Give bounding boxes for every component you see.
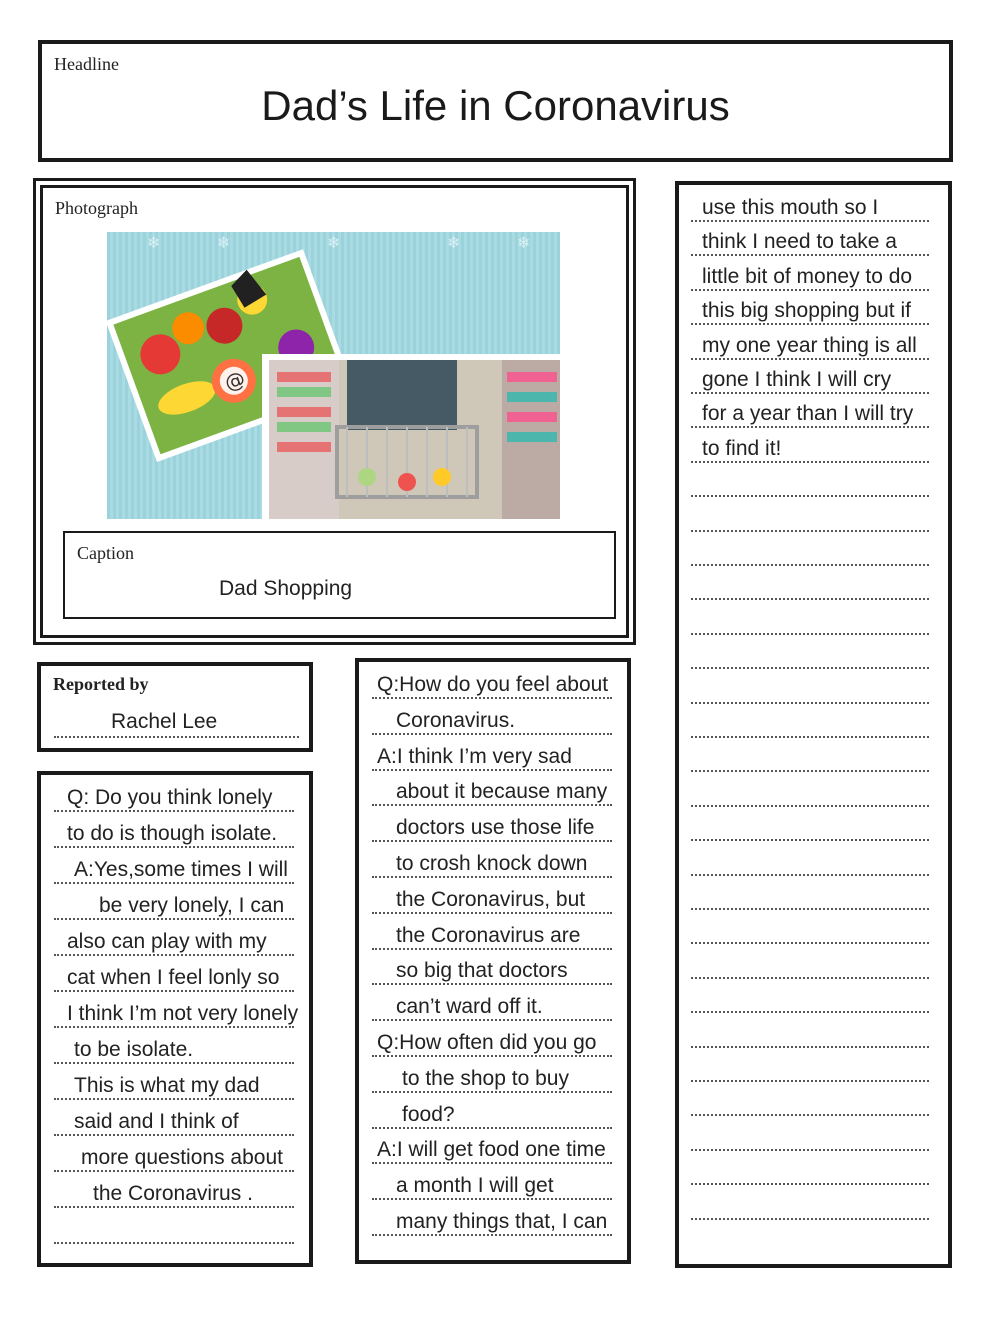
text-line: to do is though isolate.: [67, 822, 278, 845]
ruled-line: [372, 804, 612, 806]
text-line: little bit of money to do: [702, 264, 913, 288]
ruled-line: [691, 564, 929, 566]
ruled-line: [54, 810, 294, 812]
text-line: Q:How often did you go: [377, 1031, 597, 1054]
ruled-line: [691, 1218, 929, 1220]
text-line: use this mouth so I: [702, 196, 879, 219]
ruled-line: [691, 1114, 929, 1116]
ruled-line: [691, 874, 929, 876]
ruled-line: [372, 733, 612, 735]
text-line: to the shop to buy: [402, 1066, 569, 1090]
svg-text:@: @: [221, 365, 249, 396]
text-line: Q: Do you think lonely: [67, 786, 273, 809]
text-line: for a year than I will try: [702, 402, 914, 426]
reporter-dotted-line: [54, 736, 299, 738]
interview-column-right: [675, 181, 952, 1268]
ruled-line: [691, 392, 929, 394]
text-line: many things that, I can: [396, 1210, 608, 1233]
text-line: think I need to take a: [702, 230, 897, 254]
ruled-line: [691, 358, 929, 360]
text-line: to find it!: [702, 436, 782, 460]
text-line: the Coronavirus are: [396, 923, 581, 947]
ruled-line: [372, 769, 612, 771]
headline-label: Headline: [54, 54, 119, 74]
ruled-line: [372, 1019, 612, 1021]
ruled-line: [372, 1091, 612, 1093]
text-line: gone I think I will cry: [702, 368, 892, 391]
text-line: A:I think I’m very sad: [377, 744, 572, 768]
ruled-line: [691, 839, 929, 841]
interview-column-left: [37, 771, 313, 1267]
ruled-line: [691, 908, 929, 910]
ruled-line: [691, 323, 929, 325]
headline-box: [38, 40, 953, 162]
text-line: Q:How do you feel about: [377, 673, 609, 696]
text-line: more questions about: [81, 1146, 283, 1169]
ruled-line: [54, 1062, 294, 1064]
text-line: to be isolate.: [74, 1038, 194, 1061]
ruled-line: [691, 426, 929, 428]
ruled-line: [54, 1026, 294, 1028]
ruled-line: [691, 702, 929, 704]
ruled-line: [691, 1149, 929, 1151]
text-line: the Coronavirus, but: [396, 887, 586, 911]
ruled-line: [54, 1170, 294, 1172]
ruled-line: [372, 697, 612, 699]
ruled-line: [54, 1206, 294, 1208]
ruled-line: [54, 882, 294, 884]
caption-box: [63, 531, 616, 619]
ruled-line: [691, 1046, 929, 1048]
svg-text:❄: ❄: [217, 233, 231, 252]
ruled-line: [691, 220, 929, 222]
ruled-line: [372, 1127, 612, 1129]
ruled-line: [372, 1198, 612, 1200]
svg-text:❄: ❄: [327, 233, 341, 252]
ruled-line: [691, 633, 929, 635]
headline-title: Dad’s Life in Coronavirus: [261, 82, 730, 129]
text-line: the Coronavirus .: [93, 1182, 253, 1205]
ruled-line: [691, 1011, 929, 1013]
text-line: A:Yes,some times I will: [74, 858, 288, 881]
text-line: be very lonely, I can: [99, 894, 285, 917]
text-line: about it because many: [396, 780, 608, 804]
photograph-inner-frame: [40, 185, 629, 638]
ruled-line: [691, 977, 929, 979]
ruled-line: [691, 461, 929, 463]
caption-text: Dad Shopping: [219, 577, 353, 600]
ruled-line: [372, 1055, 612, 1057]
ruled-line: [691, 805, 929, 807]
ruled-line: [54, 1098, 294, 1100]
text-line: to crosh knock down: [396, 852, 588, 875]
svg-text:❄: ❄: [447, 233, 461, 252]
text-line: cat when I feel lonly so: [67, 966, 280, 989]
ruled-line: [54, 1134, 294, 1136]
ruled-line: [54, 954, 294, 956]
shopping-photo: [107, 232, 560, 519]
ruled-line: [372, 983, 612, 985]
ruled-line: [372, 840, 612, 842]
photograph-label: Photograph: [55, 198, 138, 218]
ruled-line: [372, 912, 612, 914]
ruled-line: [54, 918, 294, 920]
ruled-line: [691, 942, 929, 944]
ruled-line: [54, 846, 294, 848]
ruled-line: [691, 530, 929, 532]
caption-label: Caption: [77, 543, 134, 563]
ruled-line: [691, 254, 929, 256]
text-line: this big shopping but if: [702, 299, 911, 323]
ruled-line: [372, 876, 612, 878]
text-line: so big that doctors: [396, 959, 568, 983]
ruled-line: [691, 598, 929, 600]
text-line: Coronavirus.: [396, 708, 516, 732]
reporter-name: Rachel Lee: [111, 710, 218, 733]
text-line: This is what my dad: [74, 1074, 260, 1097]
text-line: I think I’m not very lonely: [67, 1002, 299, 1025]
interview-column-middle: [355, 658, 631, 1264]
svg-text:❄: ❄: [517, 233, 531, 252]
reported-by-box: [37, 662, 313, 752]
text-line: food?: [402, 1102, 455, 1126]
ruled-line: [372, 948, 612, 950]
ruled-line: [691, 770, 929, 772]
text-line: said and I think of: [74, 1110, 239, 1133]
svg-text:❄: ❄: [147, 233, 161, 252]
ruled-line: [54, 990, 294, 992]
text-line: a month I will get: [396, 1174, 554, 1198]
ruled-line: [691, 289, 929, 291]
text-line: can’t ward off it.: [396, 995, 543, 1019]
ruled-line: [691, 1080, 929, 1082]
ruled-line: [54, 1242, 294, 1244]
ruled-line: [372, 1234, 612, 1236]
text-line: also can play with my: [67, 930, 267, 953]
reported-by-label: Reported by: [53, 674, 149, 694]
ruled-line: [691, 736, 929, 738]
ruled-line: [691, 495, 929, 497]
photograph-frame: [33, 178, 636, 645]
text-line: doctors use those life: [396, 816, 595, 840]
ruled-line: [372, 1162, 612, 1164]
ruled-line: [691, 667, 929, 669]
text-line: my one year thing is all: [702, 333, 917, 357]
ruled-line: [691, 1183, 929, 1185]
text-line: A:I will get food one time: [377, 1138, 606, 1162]
